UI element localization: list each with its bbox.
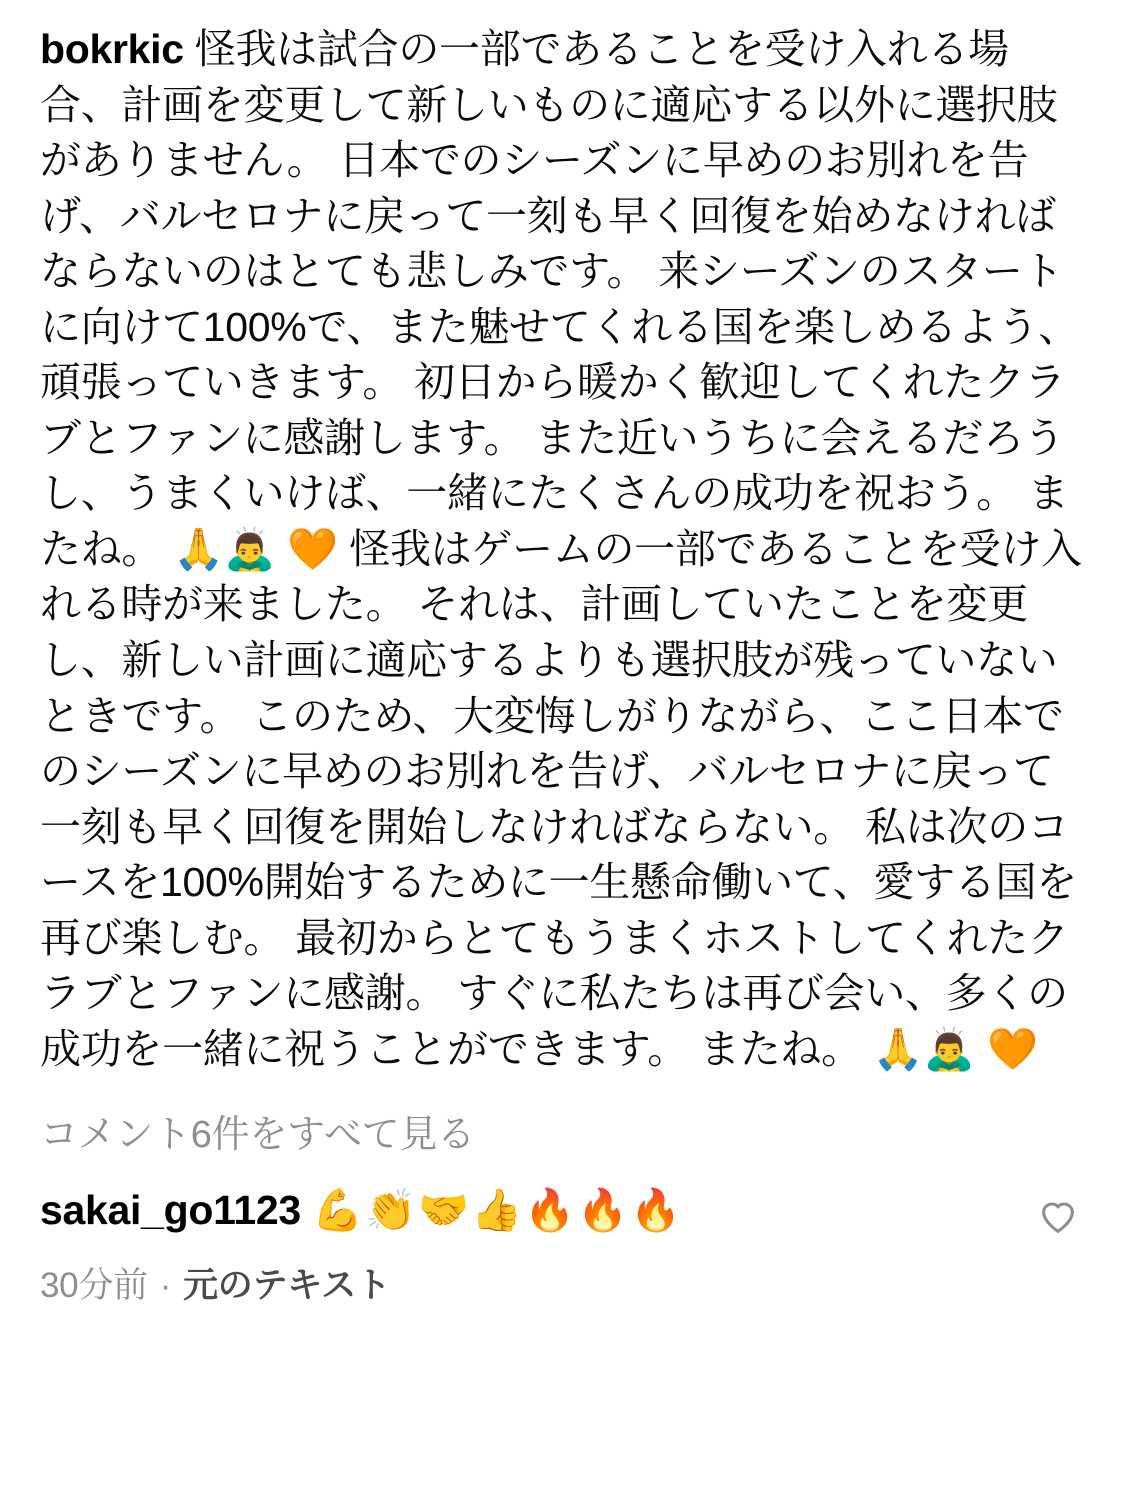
see-original-text-button[interactable]: 元のテキスト (183, 1266, 391, 1306)
comment-meta (40, 1258, 1085, 1308)
comment-username[interactable]: sakai_go1123 (40, 1187, 301, 1234)
view-all-comments-link[interactable]: コメント6件をすべて見る (40, 1114, 475, 1157)
caption-block (40, 22, 1085, 1077)
caption-text-part-2: 怪我はゲームの一部であることを受け入れる時が来ました。 それは、計画していたことを変更し、新しい計画に適応するよりも選択肢が残っていないときです。 このため、大変悔しがりながら、ここ日本でのシーズンに早めのお別れを告げ、バルセロナに戻って一刻も早く回復を開始しなければならない。 私は次のコースを100%開始するために一生懸命働いて、愛する国を再び楽しむ。 最初からとてもうまくホストしてくれたクラブとファンに感謝。 すぐに私たちは再び会い、多くの成功を一緒に祝うことができます。 またね。 (40, 525, 1082, 1072)
comment-timestamp: 30分前 (40, 1266, 148, 1306)
comment-text: 💪👏🤝👍🔥🔥🔥 (311, 1186, 684, 1235)
caption-text-part-1: 怪我は試合の一部であることを受け入れる場合、計画を変更して新しいものに適応する以外に選択肢がありません。 日本でのシーズンに早めのお別れを告げ、バルセロナに戻って一刻も早く回復を始めなければならないのはとても悲しみです。 来シーズンのスタートに向けて100%で、また魅せてくれる国を楽しめるよう、頑張っていきます。 初日から暖かく歓迎してくれたクラブとファンに感謝します。 また近いうちに会えるだろうし、うまくいけば、一緒にたくさんの成功を祝おう。 またね。 (40, 26, 1079, 572)
comment-content (40, 1184, 1035, 1237)
caption-emoji-group-2: 🙏🙇‍♂️ 🧡 (872, 1024, 1038, 1073)
caption-emoji-group-1: 🙏🙇‍♂️ 🧡 (173, 524, 339, 573)
meta-separator: · (159, 1266, 172, 1306)
comment-row (40, 1184, 1085, 1238)
caption-username[interactable]: bokrkic (40, 26, 184, 72)
heart-outline-icon[interactable] (1035, 1192, 1081, 1238)
